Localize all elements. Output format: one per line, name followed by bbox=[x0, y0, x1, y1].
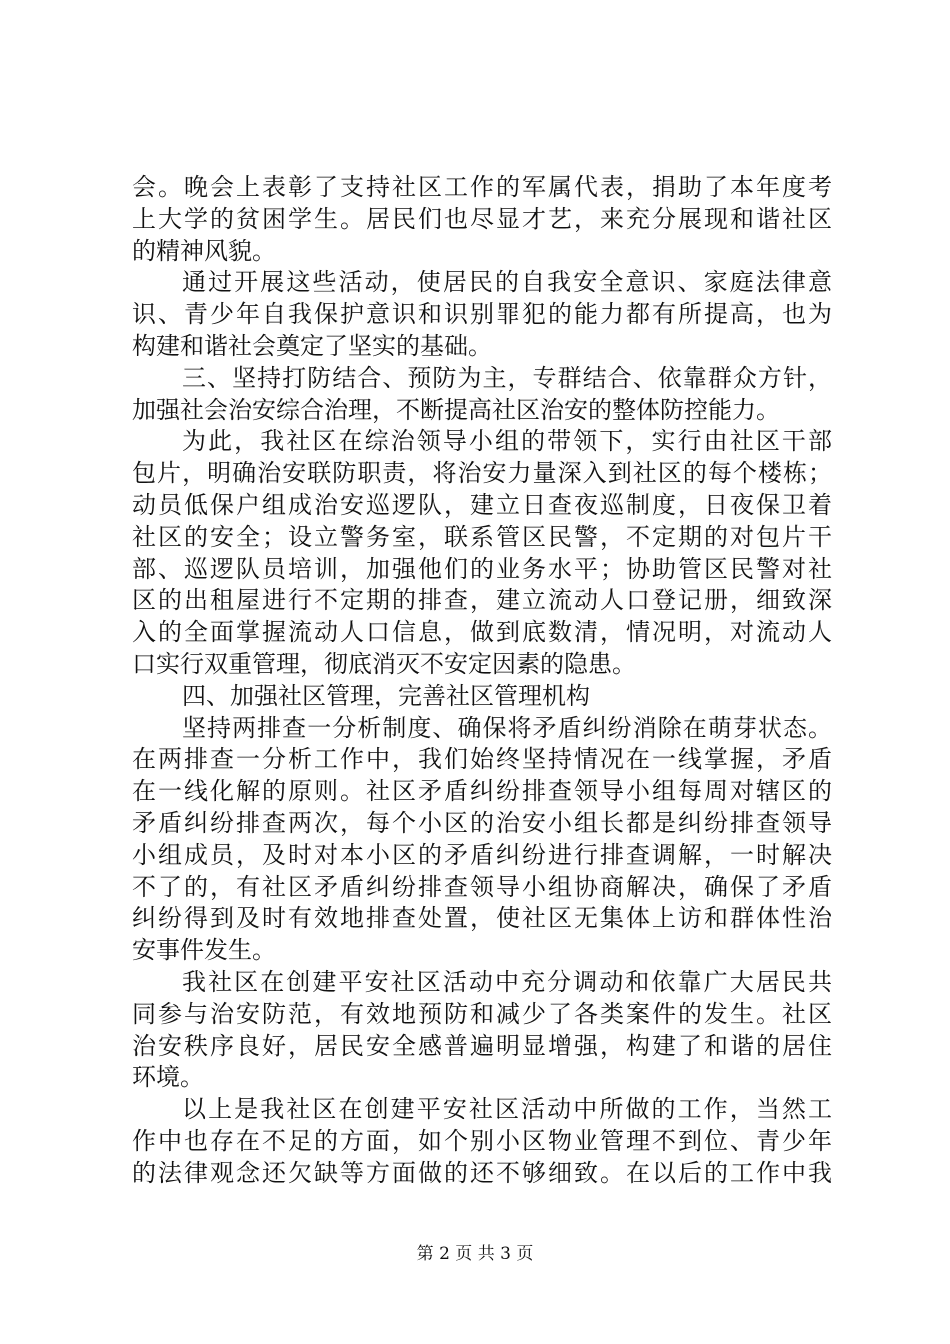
text-line: 在两排查一分析工作中，我们始终坚持情况在一线掌握，矛盾 bbox=[132, 745, 832, 774]
text-line: 在一线化解的原则。社区矛盾纠纷排查领导小组每周对辖区的 bbox=[132, 777, 832, 806]
text-line: 坚持两排查一分析制度、确保将矛盾纠纷消除在萌芽状态。 bbox=[182, 713, 832, 742]
document-body bbox=[132, 172, 832, 1190]
text-line: 的法律观念还欠缺等方面做的还不够细致。在以后的工作中我 bbox=[132, 1158, 832, 1187]
text-line: 的精神风貌。 bbox=[132, 236, 276, 265]
text-line: 作中也存在不足的方面，如个别小区物业管理不到位、青少年 bbox=[132, 1126, 832, 1155]
text-line: 三、坚持打防结合、预防为主，专群结合、依靠群众方针， bbox=[182, 363, 832, 392]
text-line: 部、巡逻队员培训，加强他们的业务水平；协助管区民警对社 bbox=[132, 554, 832, 583]
text-line: 安事件发生。 bbox=[132, 936, 276, 965]
text-line: 会。晚会上表彰了支持社区工作的军属代表，捐助了本年度考 bbox=[132, 173, 832, 201]
text-line: 通过开展这些活动，使居民的自我安全意识、家庭法律意 bbox=[182, 268, 832, 297]
text-line: 环境。 bbox=[132, 1063, 204, 1092]
text-line: 四、加强社区管理，完善社区管理机构 bbox=[182, 681, 590, 710]
text-line: 治安秩序良好，居民安全感普遍明显增强，构建了和谐的居住 bbox=[132, 1031, 832, 1060]
text-line: 为此，我社区在综治领导小组的带领下，实行由社区干部 bbox=[182, 427, 832, 456]
text-line: 构建和谐社会奠定了坚实的基础。 bbox=[132, 331, 492, 360]
text-line: 以上是我社区在创建平安社区活动中所做的工作，当然工 bbox=[182, 1095, 832, 1124]
text-line: 矛盾纠纷排查两次，每个小区的治安小组长都是纠纷排查领导 bbox=[132, 808, 832, 837]
text-line: 识、青少年自我保护意识和识别罪犯的能力都有所提高，也为 bbox=[132, 300, 832, 329]
text-line: 加强社会治安综合治理，不断提高社区治安的整体防控能力。 bbox=[132, 395, 780, 424]
text-line: 区的出租屋进行不定期的排查，建立流动人口登记册，细致深 bbox=[132, 586, 832, 615]
text-line: 不了的，有社区矛盾纠纷排查领导小组协商解决，确保了矛盾 bbox=[132, 872, 832, 901]
text-line: 小组成员，及时对本小区的矛盾纠纷进行排查调解，一时解决 bbox=[132, 840, 832, 869]
text-line: 动员低保户组成治安巡逻队，建立日查夜巡制度，日夜保卫着 bbox=[132, 490, 832, 519]
text-line: 入的全面掌握流动人口信息，做到底数清，情况明，对流动人 bbox=[132, 618, 832, 647]
text-line: 上大学的贫困学生。居民们也尽显才艺，来充分展现和谐社区 bbox=[132, 204, 832, 233]
page-footer: 第 2 页 共 3 页 bbox=[416, 1244, 534, 1264]
text-line: 包片，明确治安联防职责，将治安力量深入到社区的每个楼栋； bbox=[132, 459, 832, 488]
text-line: 我社区在创建平安社区活动中充分调动和依靠广大居民共 bbox=[182, 967, 832, 996]
text-line: 口实行双重管理，彻底消灭不安定因素的隐患。 bbox=[132, 649, 636, 678]
text-line: 社区的安全；设立警务室，联系管区民警，不定期的对包片干 bbox=[132, 522, 832, 551]
text-line: 同参与治安防范，有效地预防和减少了各类案件的发生。社区 bbox=[132, 999, 832, 1028]
text-line: 纠纷得到及时有效地排查处置，使社区无集体上访和群体性治 bbox=[132, 904, 832, 933]
